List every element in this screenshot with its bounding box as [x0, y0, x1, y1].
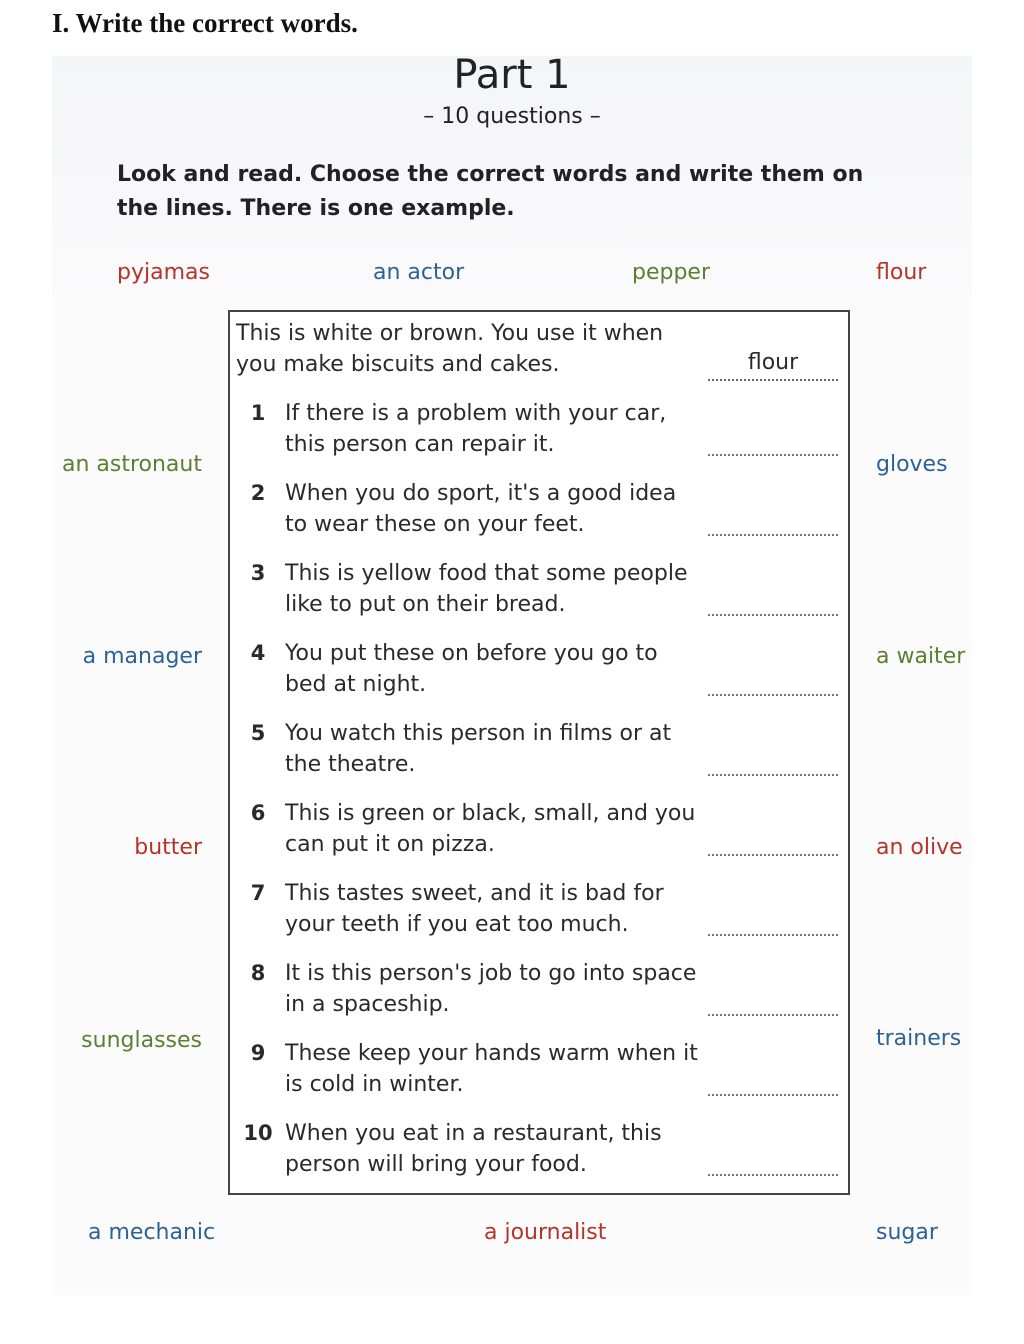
word-bank-item: sugar — [876, 1220, 938, 1245]
question-text: These keep your hands warm when it is cold in winter. — [285, 1041, 698, 1097]
word-bank-item: a journalist — [484, 1220, 607, 1245]
question — [240, 1118, 700, 1188]
answer-line[interactable] — [708, 612, 838, 616]
question-text: You watch this person in films or at the theatre. — [285, 721, 672, 777]
question-number: 5 — [250, 721, 266, 745]
word-bank-item: an olive — [876, 835, 963, 860]
word-bank-item: an actor — [373, 260, 465, 285]
word-bank-item: gloves — [876, 452, 948, 477]
question — [240, 718, 700, 788]
question-number: 6 — [250, 801, 266, 825]
question — [240, 878, 700, 948]
answer-line[interactable] — [708, 932, 838, 936]
question-text: This tastes sweet, and it is bad for your teeth if you eat too much. — [285, 881, 664, 937]
word-bank-item: an astronaut — [61, 452, 202, 477]
question — [240, 798, 700, 868]
question — [240, 958, 700, 1028]
word-bank-item: butter — [134, 835, 202, 860]
answer-line[interactable] — [708, 772, 838, 776]
example-question: This is white or brown. You use it when you make biscuits and cakes. — [236, 321, 664, 377]
instructions: Look and read. Choose the correct words and write them on the lines. There is one example. — [117, 162, 864, 221]
answer-line[interactable] — [708, 452, 838, 456]
word-bank-item: sunglasses — [81, 1028, 202, 1053]
question — [240, 1038, 700, 1108]
word-bank-item: flour — [876, 260, 927, 285]
question-text: If there is a problem with your car, this person can repair it. — [285, 401, 667, 457]
answer-line[interactable] — [708, 1012, 838, 1016]
answer-line[interactable] — [708, 1092, 838, 1096]
answer-line[interactable] — [708, 1172, 838, 1176]
word-bank-item: pepper — [632, 260, 711, 285]
word-bank-item: trainers — [876, 1026, 962, 1051]
question-text: When you do sport, it's a good idea to wear these on your feet. — [285, 481, 677, 537]
question-number: 2 — [250, 481, 266, 505]
question-number: 4 — [250, 641, 266, 665]
question-number: 3 — [250, 561, 266, 585]
part-subtitle: – 10 questions – — [423, 104, 601, 129]
question-number: 7 — [250, 881, 266, 905]
question — [240, 638, 700, 708]
question — [240, 478, 700, 548]
question-text: It is this person's job to go into space in a spaceship. — [285, 961, 697, 1017]
question-number: 9 — [250, 1041, 266, 1065]
answer-line[interactable] — [708, 852, 838, 856]
question-text: This is yellow food that some people like to put on their bread. — [285, 561, 688, 617]
question-text: When you eat in a restaurant, this person will bring your food. — [285, 1121, 662, 1177]
word-bank-item: a manager — [82, 644, 202, 669]
word-bank-item: a mechanic — [88, 1220, 216, 1245]
part-title: Part 1 — [453, 52, 571, 98]
answer-line[interactable] — [708, 532, 838, 536]
question-number: 8 — [250, 961, 266, 985]
example-answer: flour — [708, 347, 838, 381]
answer-line[interactable] — [708, 692, 838, 696]
word-bank-item: pyjamas — [117, 260, 210, 285]
worksheet-heading: I. Write the correct words. — [52, 8, 358, 38]
question — [240, 398, 700, 468]
question — [240, 558, 700, 628]
question-number: 10 — [243, 1121, 273, 1145]
word-bank-item: a waiter — [876, 644, 966, 669]
question-text: This is green or black, small, and you can put it on pizza. — [285, 801, 696, 857]
question-text: You put these on before you go to bed at night. — [285, 641, 658, 697]
question-number: 1 — [250, 401, 266, 425]
